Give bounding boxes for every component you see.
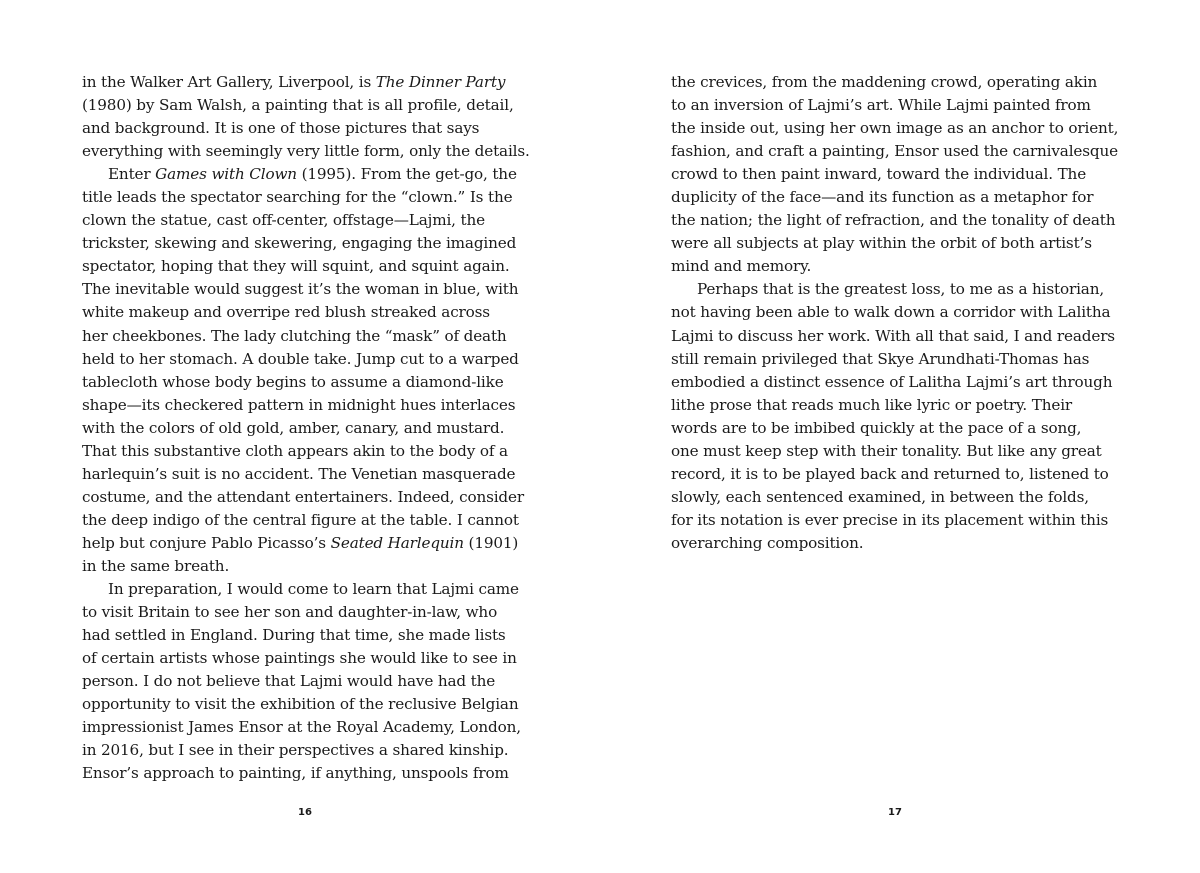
text-line (82, 394, 530, 417)
text-run: person. I do not believe that Lajmi would have had the (82, 672, 496, 691)
text-run: held to her stomach. A double take. Jump cut to a warped (82, 349, 519, 368)
italic-title: Seated Harlequin (330, 533, 464, 552)
text-run: to visit Britain to see her son and daughter-in-law, who (82, 603, 498, 622)
text-run: tablecloth whose body begins to assume a diamond-like (82, 372, 504, 391)
text-line (671, 325, 1118, 348)
text-run: Perhaps that is the greatest loss, to me as a historian, (697, 280, 1105, 299)
text-line (82, 555, 530, 578)
text-run: had settled in England. During that time, she made lists (82, 626, 506, 645)
text-line (671, 348, 1118, 371)
text-line (82, 647, 530, 670)
text-line (671, 278, 1118, 301)
text-line (82, 163, 530, 186)
text-run: impressionist James Ensor at the Royal Academy, London, (82, 718, 521, 737)
text-run: (1901) (463, 533, 519, 552)
text-run: with the colors of old gold, amber, canary, and mustard. (82, 418, 505, 437)
right-page (600, 0, 1200, 873)
text-run: That this substantive cloth appears akin to the body of a (82, 441, 508, 460)
text-run: white makeup and overripe red blush streaked across (82, 303, 490, 322)
text-line (82, 532, 530, 555)
text-line (82, 117, 530, 140)
text-line (82, 232, 530, 255)
text-run: harlequin’s suit is no accident. The Venetian masquerade (82, 464, 516, 483)
text-line (82, 762, 530, 785)
text-run: costume, and the attendant entertainers. Indeed, consider (82, 487, 524, 506)
text-run: the nation; the light of refraction, and the tonality of death (671, 211, 1116, 230)
text-line (82, 739, 530, 762)
text-line (671, 463, 1118, 486)
text-line (82, 278, 530, 301)
text-run: record, it is to be played back and returned to, listened to (671, 464, 1109, 483)
text-line (82, 417, 530, 440)
text-run: shape—its checkered pattern in midnight hues interlaces (82, 395, 516, 414)
text-line (82, 486, 530, 509)
text-line (82, 140, 530, 163)
text-run: words are to be imbibed quickly at the pace of a song, (671, 418, 1082, 437)
text-run: and background. It is one of those pictures that says (82, 119, 480, 138)
text-line (671, 394, 1118, 417)
right-page-body (671, 71, 1118, 555)
text-line (82, 463, 530, 486)
text-run: The inevitable would suggest it’s the woman in blue, with (82, 280, 519, 299)
text-line (82, 624, 530, 647)
text-run: mind and memory. (671, 257, 812, 276)
text-run: one must keep step with their tonality. But like any great (671, 441, 1102, 460)
text-line (671, 94, 1118, 117)
text-run: duplicity of the face—and its function as a metaphor for (671, 188, 1094, 207)
text-run: in the Walker Art Gallery, Liverpool, is (82, 73, 376, 91)
text-line (82, 601, 530, 624)
text-line (671, 532, 1118, 555)
text-run: in the same breath. (82, 556, 230, 575)
text-line (671, 140, 1118, 163)
text-run: trickster, skewing and skewering, engaging the imagined (82, 234, 517, 253)
text-run: help but conjure Pablo Picasso’s (82, 533, 331, 552)
text-line (82, 670, 530, 693)
text-run: slowly, each sentenced examined, in between the folds, (671, 487, 1089, 506)
text-run: title leads the spectator searching for the “clown.” Is the (82, 188, 513, 207)
text-line (82, 325, 530, 348)
text-line (671, 186, 1118, 209)
text-line (82, 371, 530, 394)
text-run: (1980) by Sam Walsh, a painting that is all profile, detail, (82, 96, 514, 115)
text-line (671, 417, 1118, 440)
text-line (82, 94, 530, 117)
left-page-body (82, 71, 530, 785)
text-run: crowd to then paint inward, toward the individual. The (671, 165, 1087, 184)
text-line (671, 486, 1118, 509)
text-line (671, 301, 1118, 324)
text-run: opportunity to visit the exhibition of the reclusive Belgian (82, 695, 519, 714)
text-line (82, 440, 530, 463)
text-line (671, 71, 1118, 94)
text-run: overarching composition. (671, 533, 864, 552)
text-line (671, 509, 1118, 532)
text-line (671, 440, 1118, 463)
text-line (82, 255, 530, 278)
text-run: the deep indigo of the central figure at the table. I cannot (82, 510, 519, 529)
text-run: In preparation, I would come to learn that Lajmi came (108, 580, 519, 599)
text-line (82, 509, 530, 532)
text-line (82, 301, 530, 324)
text-run: in 2016, but I see in their perspectives a shared kinship. (82, 741, 509, 760)
text-run: to an inversion of Lajmi’s art. While Lajmi painted from (671, 96, 1091, 115)
text-run: still remain privileged that Skye Arundhati-Thomas has (671, 349, 1090, 368)
text-line (671, 232, 1118, 255)
text-run: lithe prose that reads much like lyric or poetry. Their (671, 395, 1073, 414)
page-number: 16 (298, 807, 312, 818)
text-run: the inside out, using her own image as an anchor to orient, (671, 119, 1119, 138)
text-run: for its notation is ever precise in its placement within this (671, 510, 1109, 529)
text-run: of certain artists whose paintings she would like to see in (82, 649, 517, 668)
page-number: 17 (888, 807, 902, 818)
text-run: everything with seemingly very little form, only the details. (82, 142, 530, 161)
text-run: spectator, hoping that they will squint, and squint again. (82, 257, 510, 276)
text-run: Enter (108, 165, 156, 184)
text-line (82, 716, 530, 739)
text-run: fashion, and craft a painting, Ensor used the carnivalesque (671, 142, 1118, 161)
text-line (82, 578, 530, 601)
text-run: the crevices, from the maddening crowd, operating akin (671, 73, 1098, 91)
text-run: clown the statue, cast off-center, offstage—Lajmi, the (82, 211, 485, 230)
text-line (671, 371, 1118, 394)
italic-title: The Dinner Party (375, 73, 506, 91)
text-line (82, 693, 530, 716)
text-line (671, 117, 1118, 140)
text-line (82, 348, 530, 371)
text-run: Ensor’s approach to painting, if anything, unspools from (82, 764, 509, 783)
text-run: were all subjects at play within the orbit of both artist’s (671, 234, 1092, 253)
text-line (671, 163, 1118, 186)
text-line (82, 209, 530, 232)
italic-title: Games with Clown (155, 165, 297, 184)
text-run: her cheekbones. The lady clutching the “mask” of death (82, 326, 507, 345)
text-line (671, 255, 1118, 278)
text-line (82, 186, 530, 209)
text-run: Lajmi to discuss her work. With all that said, I and readers (671, 326, 1115, 345)
text-run: (1995). From the get-go, the (296, 165, 517, 184)
text-line (82, 71, 530, 94)
text-run: not having been able to walk down a corridor with Lalitha (671, 303, 1111, 322)
text-run: embodied a distinct essence of Lalitha Lajmi’s art through (671, 372, 1113, 391)
text-line (671, 209, 1118, 232)
